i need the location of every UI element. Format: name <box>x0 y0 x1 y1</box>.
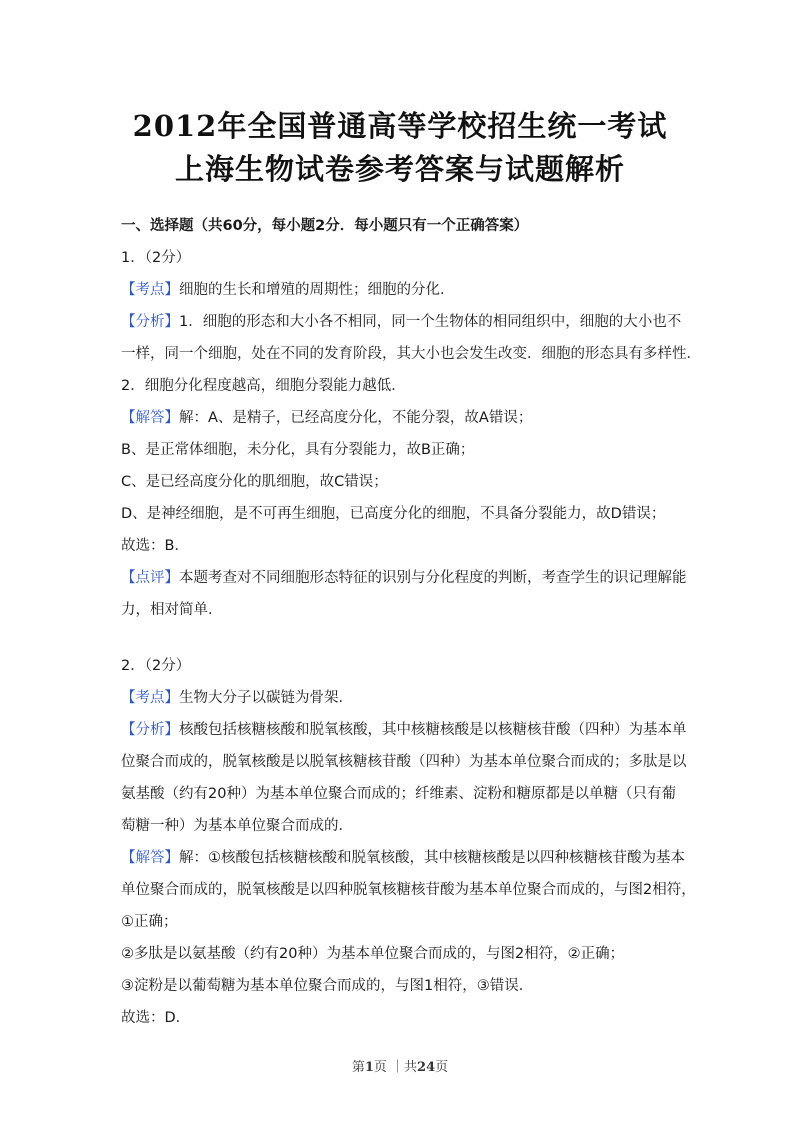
q1-fenxi-line-2: 一样，同一个细胞，处在不同的发育阶段，其大小也会发生改变．细胞的形态具有多样性． <box>121 346 701 362</box>
footer-page-current: 1 <box>364 1060 374 1075</box>
q1-jieda-text-1: 解：A、是精子，已经高度分化，不能分裂，故A错误； <box>179 410 533 426</box>
q2-fenxi <box>121 714 687 746</box>
q1-fenxi <box>121 306 681 338</box>
q1-dianping-text-1: 本题考查对不同细胞形态特征的识别与分化程度的判断，考查学生的识记理解能 <box>179 570 687 586</box>
kaodian-tag: 【考点】 <box>121 282 179 298</box>
q2-fenxi-line-2: 位聚合而成的，脱氧核酸是以脱氧核糖核苷酸（四种）为基本单位聚合而成的；多肽是以 <box>121 754 687 770</box>
q2-jieda-line-2: 单位聚合而成的，脱氧核酸是以四种脱氧核糖核苷酸为基本单位聚合而成的，与图2相符， <box>121 882 696 898</box>
q2-jieda-line-5: ③淀粉是以葡萄糖为基本单位聚合而成的，与图1相符，③错误． <box>121 978 534 994</box>
q1-fenxi-line-3: 2．细胞分化程度越高，细胞分裂能力越低． <box>121 378 406 394</box>
q2-fenxi-line-3: 氨基酸（约有20种）为基本单位聚合而成的；纤维素、淀粉和糖原都是以单糖（只有葡 <box>121 786 676 802</box>
q2-fenxi-text-1: 核酸包括核糖核酸和脱氧核酸，其中核糖核酸是以核糖核苷酸（四种）为基本单 <box>179 722 687 738</box>
q1-kaodian-text: 细胞的生长和增殖的周期性；细胞的分化． <box>179 282 455 298</box>
section-heading: 一、选择题（共60分，每小题2分．每小题只有一个正确答案） <box>121 218 529 234</box>
question-spacer <box>121 626 681 650</box>
q2-fenxi-line-4: 萄糖一种）为基本单位聚合而成的． <box>121 818 353 834</box>
q2-jieda-line-4: ②多肽是以氨基酸（约有20种）为基本单位聚合而成的，与图2相符，②正确； <box>121 946 625 962</box>
jieda-tag: 【解答】 <box>121 850 179 866</box>
page-footer <box>0 1056 800 1075</box>
document-content <box>121 210 701 1034</box>
q2-jieda-text-1: 解：①核酸包括核糖核酸和脱氧核酸，其中核糖核酸是以四种核糖核苷酸为基本 <box>179 850 685 866</box>
q2-jieda-line-3: ①正确； <box>121 914 178 930</box>
fenxi-tag: 【分析】 <box>121 314 179 330</box>
q2-header: 2．（2分） <box>121 658 191 674</box>
q1-jieda-line-2: B、是正常体细胞，未分化，具有分裂能力，故B正确； <box>121 442 475 458</box>
fenxi-tag: 【分析】 <box>121 722 179 738</box>
title-line-1: 2012年全国普通高等学校招生统一考试 <box>132 109 668 143</box>
q1-kaodian <box>121 274 681 306</box>
footer-mid: 页 ｜共 <box>373 1060 418 1075</box>
q1-jieda-line-4: D、是神经细胞，是不可再生细胞，已高度分化的细胞，不具备分裂能力，故D错误； <box>121 506 666 522</box>
q1-jieda-line-3: C、是已经高度分化的肌细胞，故C错误； <box>121 474 388 490</box>
title-line-2: 上海生物试卷参考答案与试题解析 <box>174 152 625 186</box>
q2-jieda <box>121 842 685 874</box>
q1-header: 1．（2分） <box>121 250 191 266</box>
q1-dianping <box>121 562 687 594</box>
q2-answer: 故选：D． <box>121 1010 191 1026</box>
q1-dianping-line-2: 力，相对简单． <box>121 602 223 618</box>
q2-kaodian <box>121 682 681 714</box>
dianping-tag: 【点评】 <box>121 570 179 586</box>
q1-answer: 故选：B． <box>121 538 189 554</box>
footer-suffix: 页 <box>435 1060 449 1075</box>
q1-fenxi-text-1: 1．细胞的形态和大小各不相同，同一个生物体的相同组织中，细胞的大小也不 <box>179 314 682 330</box>
footer-prefix: 第 <box>351 1060 365 1075</box>
q2-kaodian-text: 生物大分子以碳链为骨架． <box>179 690 353 706</box>
q1-jieda <box>121 402 681 434</box>
kaodian-tag: 【考点】 <box>121 690 179 706</box>
jieda-tag: 【解答】 <box>121 410 179 426</box>
footer-page-total: 24 <box>417 1060 436 1075</box>
